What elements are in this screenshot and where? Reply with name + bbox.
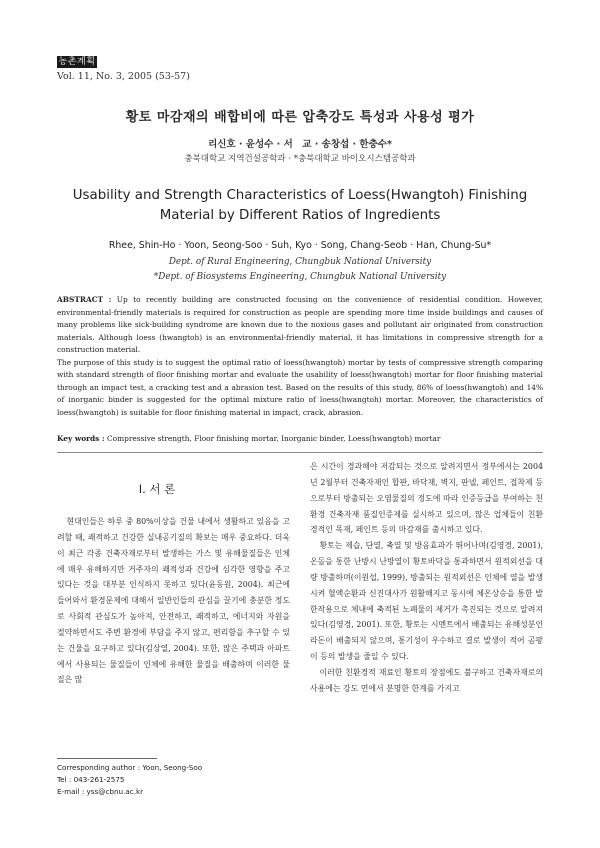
body-paragraph: 이러한 친환경적 재료인 황토의 장점에도 불구하고 건축자재로의 사용에는 강도 면에서 분명한 한계를 가지고 [310,667,543,693]
body-column-right [310,459,543,697]
body-column-left [57,514,290,688]
footnote-rule [57,758,157,759]
authors-english: Rhee, Shin-Ho · Yoon, Seong-Soo · Suh, Kyo · Song, Chang-Seob · Han, Chung-Su* [108,240,492,251]
body-paragraph: 현대인들은 하루 중 80%이상을 건물 내에서 생활하고 있음을 고려할 때, 쾌적하고 건강한 실내공기질의 확보는 매우 중요하다. 더욱이 최근 각종 건축자재로부터 발생하는 가스 및 유해물질들은 인체에 매우 유해하지만 거주자의 쾌적성과 건강에 심각한 영향을 주고 있다는 것을 대부분 인식하지 못하고 있다(윤동원, 2004). 최근에 들어와서 환경문제에 대해서 일반인들의 관심을 끌기에 충분한 정도로 사회적 관심도가 높아져, 안전하고, 쾌적하고, 에너지와 자원을 절약하면서도 주변 환경에 부담을 주지 않고, 편리함을 추구할 수 있는 건물을 요구하고 있다(김상열, 2004). 또한, 많은 주택과 아파트에서 사용되는 물질들이 인체에 유해한 물질을 배출하며 이러한 물질은 많 [57,517,290,685]
journal-badge: 농촌계획 [58,57,96,67]
affiliation-english-1: Dept. of Rural Engineering, Chungbuk National University [168,257,432,267]
abstract-paragraph-1 [57,294,543,357]
keywords-label: Key words : [57,434,105,443]
section-heading-introduction: I. 서 론 [138,482,176,496]
abstract-paragraph-2: The purpose of this study is to suggest the optimal ratio of loess(hwangtoh) mortar by tests of compressive strength comparing with standard strength of floor finishing mortar and evaluate the usability of loess(hwangtoh) mortar for floor finishing material through an impact test, a cracking test and a abrasion test. Based on the results of this study, 86% of loess(hwangtoh) and 14% of inorganic binder is suggested for the optimal mixture ratio of loess(hwangtoh) mortar. Moreover, the characteristics of loess(hwangtoh) is suitable for floor finishing material in impact, crack, abrasion. [57,357,543,417]
title-english: Usability and Strength Characteristics of Loess(Hwangtoh) Finishing Material by Different Ratios of Ingredients [72,188,528,223]
footnote-tel: Tel : 043-261-2575 [57,775,125,784]
footnote-author: Corresponding author : Yoon, Seong-Soo [57,763,203,772]
abstract-text-1: Up to recently building are constructed focusing on the convenience of residential condition. However, environmental-friendly materials is required for construction as people are spending more time inside buildings and causes of many problems like sick-building syndrome are known due to the noxious gases and pollutant air originated from construction materials. Although loess (hwangtoh) is an environmental-friendly material, it has limitations in compressive strength for a construction material. [57,295,543,355]
keywords [57,433,543,445]
title-korean: 황토 마감재의 배합비에 따른 압축강도 특성과 사용성 평가 [125,110,475,125]
volume-line: Vol. 11, No. 3, 2005 (53-57) [57,71,190,82]
affiliation-english-2: *Dept. of Biosystems Engineering, Chungbuk National University [153,272,447,282]
authors-korean: 리신호 · 윤성수 · 서 교 · 송창섭 · 한충수* [208,139,392,150]
abstract-label: ABSTRACT : [57,295,112,304]
section-divider [57,452,543,453]
keywords-text: Compressive strength, Floor finishing mortar, Inorganic binder, Loess(hwangtoh) mortar [107,434,441,443]
abstract [57,294,543,419]
affiliation-korean: 충북대학교 지역건설공학과 · *충북대학교 바이오시스템공학과 [184,154,416,164]
body-paragraph: 황토는 제습, 단열, 축열 및 방음효과가 뛰어나며(김영경, 2001), 온돌을 통한 난방시 난방열이 황토바닥을 통과하면서 원적외선을 대량 방출하며(이원섭, 1999), 방출되는 원적외선은 인체에 열을 발생시켜 혈액순환과 신진대사가 원활해지고 동시에 체온상승을 통한 발한작용으로 체내에 축적된 노폐물의 제거가 촉진되는 것으로 알려져 있다(김영경, 2001). 또한, 황토는 시멘트에서 배출되는 유해성분인 라돈이 배출되지 않으며, 통기성이 우수하고 결로 발생이 적어 곰팡이 등의 발생을 줄일 수 있다. [310,541,543,662]
footnote [57,762,290,798]
footnote-email: E-mail : yss@cbnu.ac.kr [57,787,144,796]
body-paragraph: 은 시간이 경과해야 저감되는 것으로 알려지면서 정부에서는 2004년 2월부터 건축자재인 합판, 바닥재, 벽지, 판넬, 페인트, 접착제 등으로부터 방출되는 오염물질의 정도에 따라 인증등급을 부여하는 친환경 건축자재 품질인증제를 실시하고 있으며, 많은 업체들이 친환경적인 목재, 페인트 등의 마감재를 출시하고 있다. [310,462,543,535]
